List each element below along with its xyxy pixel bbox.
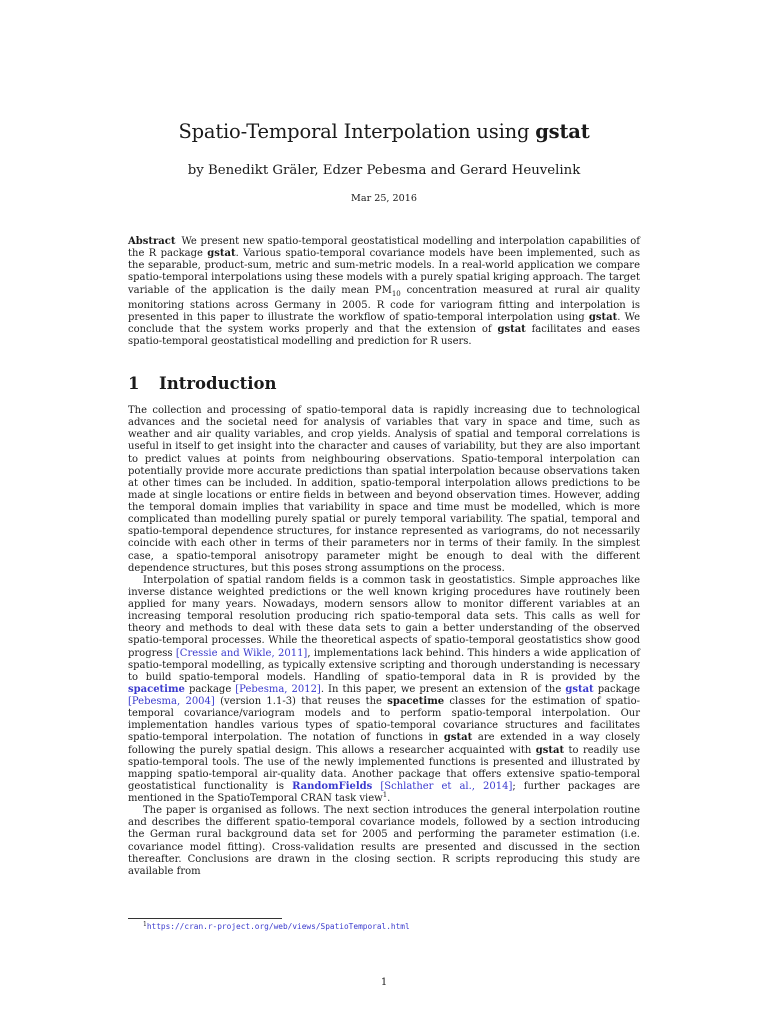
- package-link[interactable]: RandomFields: [292, 780, 373, 792]
- package-name: gstat: [497, 323, 526, 335]
- text-span: package: [593, 683, 641, 695]
- text-span: classes for the estimation of spatio-temporal covariance/variogram models and to perform spatio-temporal interpolation. Our implementation handles various types of spatio-temporal covariance structures and facilitates spatio-temporal interpolation. The notation of functions in: [128, 696, 641, 744]
- abstract-text: concentration measured at rural air quality monitoring stations across Germany in 2005. R code for variogram fitting and interpolation is presented in this paper to illustrate the workflow of spatio-temporal interpolation using: [128, 284, 640, 323]
- paragraph: [128, 575, 640, 805]
- package-name: gstat: [443, 732, 473, 744]
- citation-link[interactable]: [Cressie and Wikle, 2011]: [175, 647, 308, 659]
- abstract-text: . Various spatio-temporal covariance models have been implemented, such as the separable, product-sum, metric and sum-metric models. In a real-world application we compare spatio-temporal interpolations using these models with a purely spatial kriging approach. The target variable of the application is the daily mean PM: [128, 248, 640, 296]
- paper-page: [128, 0, 640, 1024]
- citation-link[interactable]: [Pebesma, 2004]: [128, 696, 215, 707]
- footnote-number: 1: [143, 921, 147, 928]
- abstract-text: . We conclude that the system works properly and that the extension of: [128, 311, 640, 335]
- package-name: gstat: [588, 311, 618, 323]
- footnote: [143, 921, 410, 931]
- text-span: Interpolation of spatial random fields is a common task in geostatistics. Simple approaches like inverse distance weighted predictions or the well known kriging procedures have routinely been applied for many years. Nowadays, modern sensors allow to monitor different variables at an increasing temporal resolution producing rich spatio-temporal data sets. This calls as well for theory and methods to deal with these data sets to gain a better understanding of the observed spatio-temporal processes. While the theoretical aspects of spatio-temporal geostatistics show good progress: [128, 574, 640, 659]
- text-span: . In this paper, we present an extension of the: [320, 683, 566, 695]
- citation-link[interactable]: [Schlather et al., 2014]: [380, 780, 513, 792]
- abstract-label: Abstract: [128, 236, 176, 247]
- footnote-marker[interactable]: 1: [382, 791, 388, 799]
- abstract-text: facilitates and eases spatio-temporal geostatistical modelling and prediction for R users.: [128, 323, 640, 347]
- section-title: Introduction: [159, 374, 277, 393]
- package-link[interactable]: spacetime: [128, 683, 185, 695]
- paragraph: The collection and processing of spatio-temporal data is rapidly increasing due to technological advances and the societal need for analysis of variables that vary in space and time, such as weather and air quality variables, and crop yields. Analysis of spatial and temporal correlations is useful in itself to get insight into the character and causes of variability, but they are also important to predict values at points from neighbouring observations. Spatio-temporal interpolation can potentially provide more accurate predictions than spatial interpolation because observations taken at other times can be included. In addition, spatio-temporal interpolation allows predictions to be made at single locations or entire fields in between and beyond observation times. However, adding the temporal domain implies that variability in space and time must be modelled, which is more complicated than modelling purely spatial or purely temporal variability. The spatial, temporal and spatio-temporal dependence structures, for instance represented as variograms, do not necessarily coincide with each other in terms of their parameters nor in terms of their family. In the simplest case, a spatio-temporal anisotropy parameter might be enough to deal with the different dependence structures, but this poses strong assumptions on the process.: [128, 405, 640, 574]
- title-package: gstat: [535, 120, 590, 143]
- abstract-text: We present new spatio-temporal geostatistical modelling and interpolation capabilities of the R package: [128, 236, 640, 260]
- title-text: Spatio-Temporal Interpolation using: [178, 120, 536, 143]
- section-heading: [128, 374, 640, 393]
- footnote-rule: [128, 918, 282, 919]
- paper-authors: by Benedikt Gräler, Edzer Pebesma and Gerard Heuvelink: [187, 163, 581, 178]
- paragraph: The paper is organised as follows. The next section introduces the general interpolation routine and describes the different spatio-temporal covariance models, followed by a section introducing the German rural background data set for 2005 and performing the parameter estimation (i.e. covariance model fitting). Cross-validation results are presented and discussed in the section thereafter. Conclusions are drawn in the closing section. R scripts reproducing this study are available from: [128, 805, 640, 877]
- citation-link[interactable]: [Pebesma, 2012]: [235, 683, 321, 695]
- package-name: gstat: [207, 248, 236, 260]
- text-span: to readily use spatio-temporal tools. The use of the newly implemented functions is presented and illustrated by mapping spatio-temporal air-quality data. Another package that offers extensive spatio-temporal geostatistical functionality is: [128, 744, 640, 792]
- text-span: ; further packages are mentioned in the SpatioTemporal CRAN task view: [128, 780, 640, 804]
- section-number: 1: [128, 374, 140, 393]
- package-name: gstat: [535, 744, 565, 756]
- text-span: .: [387, 793, 391, 804]
- paper-title: [128, 120, 640, 143]
- text-span: are extended in a way closely following the purely spatial design. This allows a researcher acquainted with: [128, 732, 640, 756]
- abstract: [128, 236, 640, 348]
- package-link[interactable]: gstat: [565, 683, 594, 695]
- paper-date: Mar 25, 2016: [351, 193, 417, 204]
- text-span: package: [184, 683, 236, 695]
- subscript: 10: [391, 289, 401, 298]
- text-span: (version 1.1-3) that reuses the: [214, 696, 388, 707]
- footnote-url[interactable]: https://cran.r-project.org/web/views/SpatioTemporal.html: [146, 922, 410, 931]
- section-body: [128, 405, 640, 878]
- page-number: 1: [380, 977, 388, 988]
- package-name: spacetime: [387, 696, 445, 707]
- text-span: , implementations lack behind. This hinders a wide application of spatio-temporal modelling, as typically extensive scripting and thorough understanding is necessary to build spatio-temporal models. Handling of spatio-temporal data in R is provided by the: [128, 647, 641, 683]
